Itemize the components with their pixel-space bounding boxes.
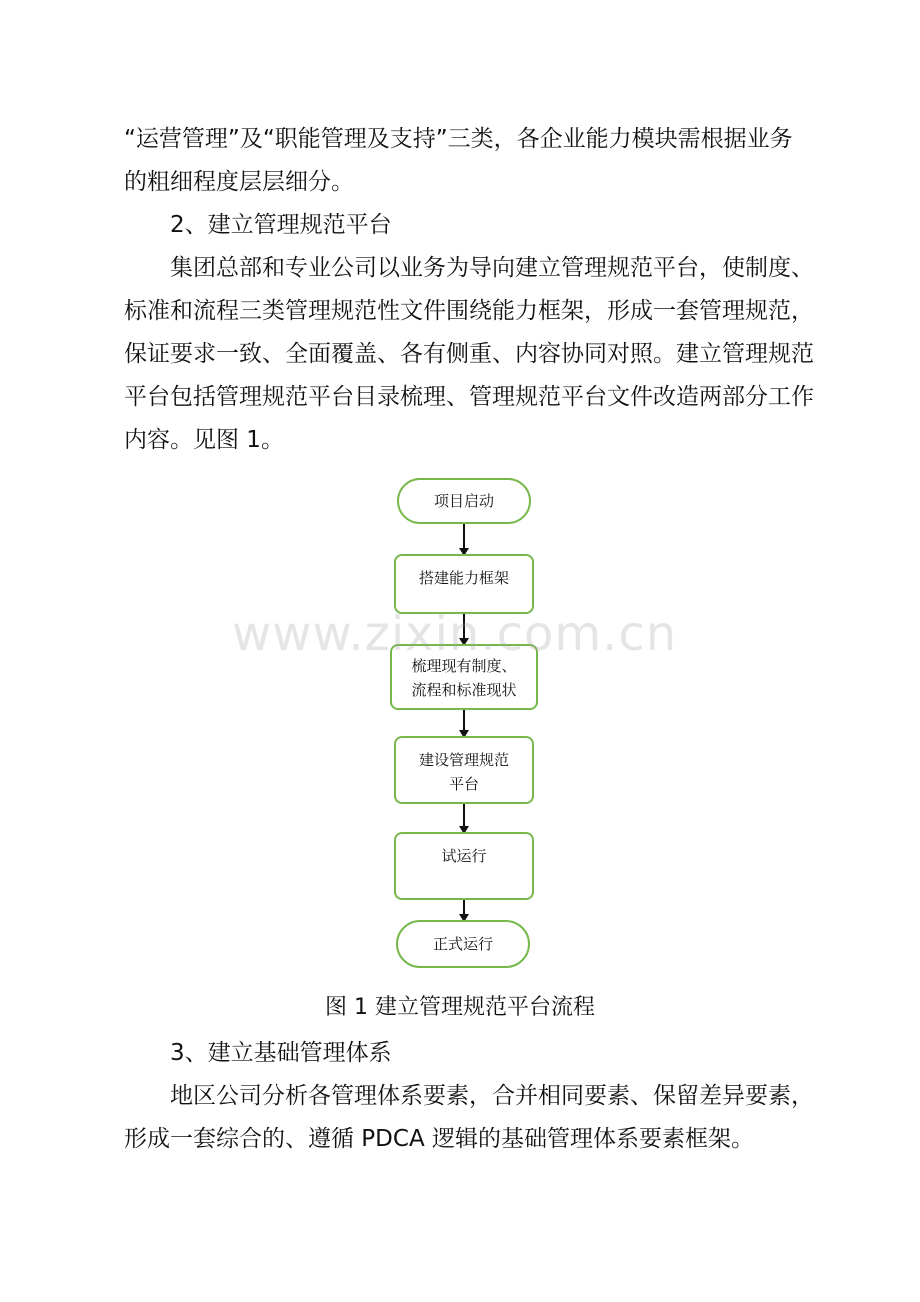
- flow-step-build-framework: [394, 554, 534, 614]
- flow-arrow: [463, 710, 465, 736]
- flow-step-label: 试运行: [441, 847, 487, 865]
- flow-step-official-run: [396, 920, 530, 968]
- paragraph-3: 地区公司分析各管理体系要素，合并相同要素、保留差异要素，形成一套综合的、遵循 PDCA 逻辑的基础管理体系要素框架。: [124, 1083, 814, 1152]
- flow-step-label: 项目启动: [433, 492, 494, 510]
- section-heading-3: 3、建立基础管理体系: [170, 1040, 392, 1066]
- section-heading-2: 2、建立管理规范平台: [170, 212, 392, 238]
- flow-step-build-platform: [394, 736, 534, 804]
- flow-step-trial-run: [394, 832, 534, 900]
- paragraph-2: 集团总部和专业公司以业务为导向建立管理规范平台，使制度、标准和流程三类管理规范性文件围绕能力框架，形成一套管理规范，保证要求一致、全面覆盖、各有侧重、内容协同对照。建立管理规范平台包括管理规范平台目录梳理、管理规范平台文件改造两部分工作内容。见图 1。: [124, 255, 814, 453]
- paragraph-1-line-1: “运营管理”及“职能管理及支持”三类，各企业能力模块需根据业务: [124, 126, 793, 152]
- figure-caption: 图 1 建立管理规范平台流程: [325, 995, 595, 1020]
- paragraph-1-line-2: 的粗细程度层层细分。: [124, 169, 354, 195]
- flow-step-label: 流程和标准现状: [411, 681, 517, 699]
- flow-step-label: 正式运行: [432, 935, 493, 953]
- flow-step-label: 搭建能力框架: [418, 569, 509, 587]
- watermark: www.zixin.com.cn: [232, 606, 678, 662]
- flow-step-project-start: [397, 478, 531, 524]
- flow-arrow: [463, 900, 465, 920]
- flow-step-label: 建设管理规范: [418, 751, 509, 769]
- flow-arrow: [463, 804, 465, 832]
- flow-arrow: [463, 524, 465, 554]
- flow-step-label: 梳理现有制度、: [411, 657, 517, 675]
- flow-step-label: 平台: [448, 775, 479, 793]
